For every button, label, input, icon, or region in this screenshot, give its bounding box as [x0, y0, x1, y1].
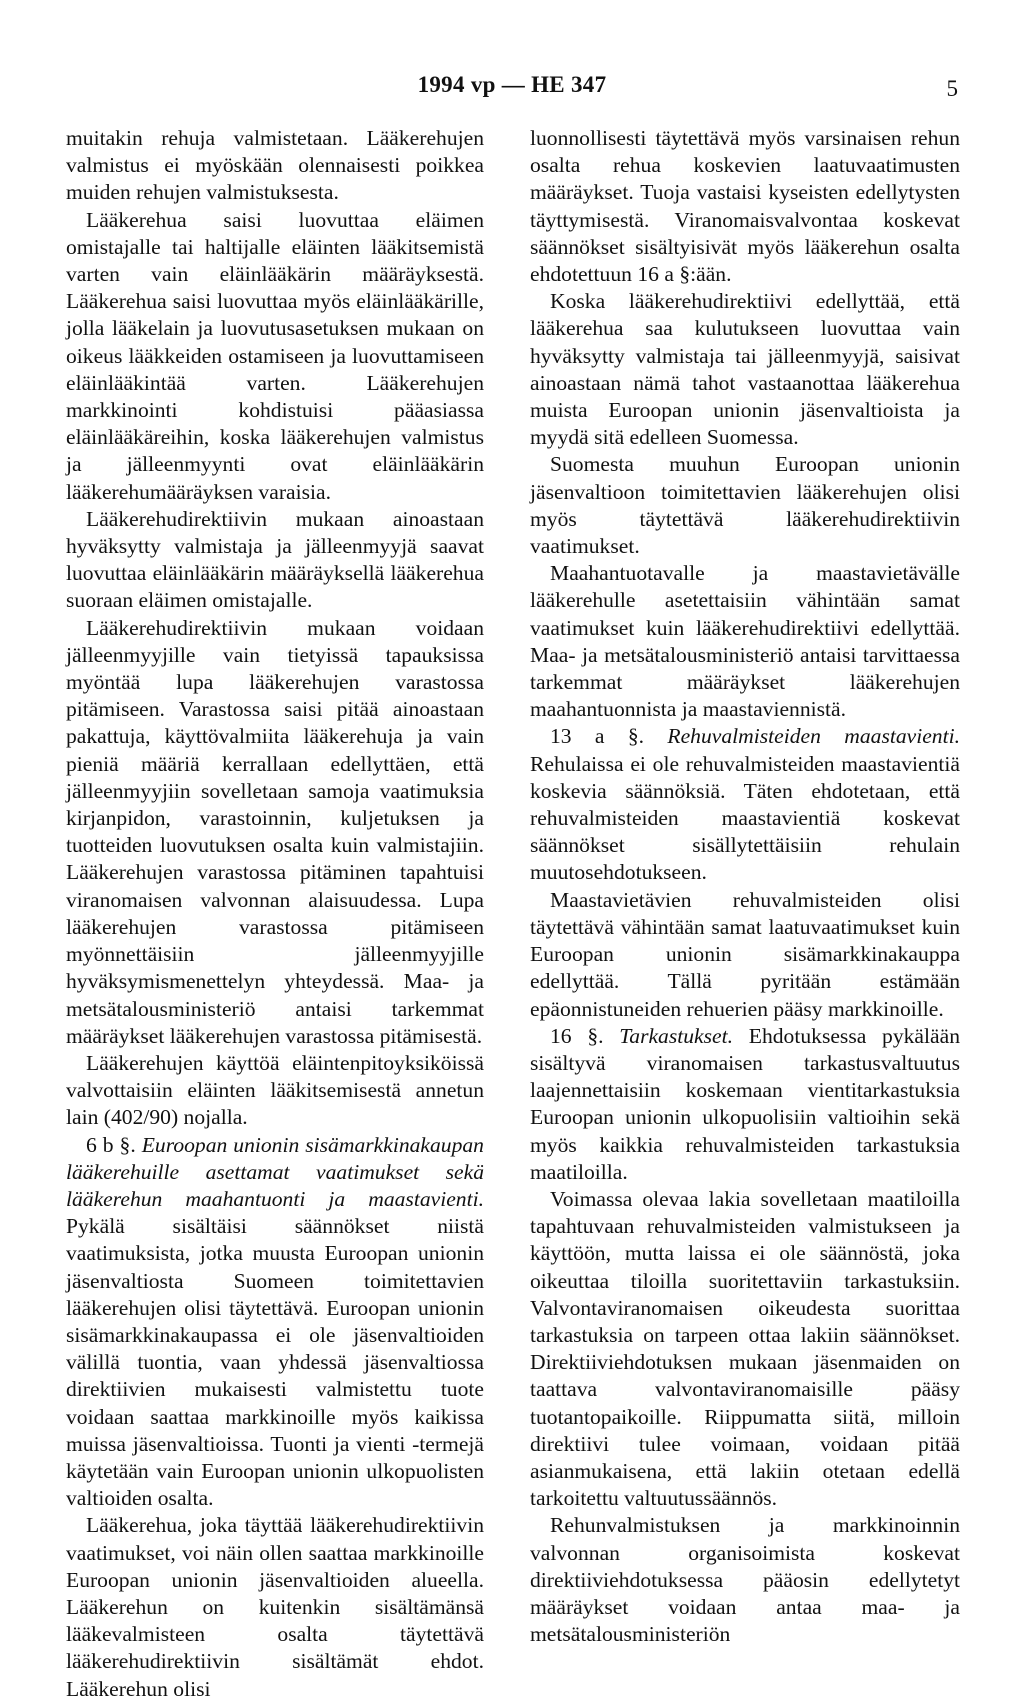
paragraph: Koska lääkerehudirektiivi edellyttää, että lääkerehua saa kulutukseen luovuttaa vain hyväksytty valmistaja tai jälleenmyyjä, saisivat ainoastaan nämä tahot vastaanottaa lääkerehua muista Euroopan unionin jäsenvaltioista ja myydä sitä edelleen Suomessa. — [530, 289, 960, 450]
paragraph: Lääkerehudirektiivin mukaan voidaan jälleenmyyjille vain tietyissä tapauksissa myöntää lupa lääkerehujen varastossa pitämiseen. Varastossa saisi pitää ainoastaan pakattuja, käyttövalmiita lääkerehuja ja vain pieniä määriä kerrallaan edellyttäen, että jälleenmyyjiin sovelletaan samoja vaatimuksia kirjanpidon, varastoinnin, kuljetuksen ja tuotteiden luovutuksen osalta kuin valmistajiin. Lääkerehujen varastossa pitäminen tapahtuisi viranomaisen valvonnan alaisuudessa. Lupa lääkerehujen varastossa pitämiseen myönnettäisiin jälleenmyyjille hyväksymismenettelyn yhteydessä. Maa- ja metsätalousministeriö antaisi tarkemmat määräykset lääkerehujen varastossa pitämisestä. — [66, 615, 484, 1048]
section-paragraph — [530, 1023, 960, 1186]
section-title: Rehuvalmisteiden maastavienti. — [667, 724, 961, 749]
paragraph: Voimassa olevaa lakia sovelletaan maatiloilla tapahtuvaan rehuvalmisteiden valmistukseen ja käyttöön, mutta laissa ei ole säännöstä, joka oikeuttaa tiloilla suoritettaviin tarkastuksiin. Valvontaviranomaisen oikeudesta suorittaa tarkastuksia on tarpeen ottaa lakiin säännökset. Direktiiviehdotuksen mukaan jäsenmaiden on taattava valvontaviranomaisille pääsy tuotantopaikoille. Riippumatta siitä, milloin direktiivi tulee voimaan, voidaan pitää asianmukaisena, että lakiin otetaan edellä tarkoitettu valtuutussäännös. — [530, 1186, 960, 1511]
section-number: 13 a §. — [550, 724, 645, 749]
paragraph: Maahantuotavalle ja maastavietävälle lääkerehulle asetettaisiin vähintään samat vaatimukset kuin lääkerehudirektiivi edellyttää. Maa- ja metsätalousministeriö antaisi tarvittaessa tarkemmat määräykset lääkerehujen maahantuonnista ja maastaviennistä. — [530, 561, 960, 722]
section-text: Ehdotuksessa pykälään sisältyvä viranomaisen tarkastusvaltuutus laajennettaisiin koskemaan vientitarkastuksia Euroopan unionin ulkopuolisiin valtioihin sekä myös kaikkia rehuvalmisteiden tarkastuksia maatiloilla. — [530, 1023, 960, 1184]
paragraph: muitakin rehuja valmistetaan. Lääkerehujen valmistus ei myöskään olennaisesti poikkea muiden rehujen valmistuksesta. — [66, 126, 484, 205]
paragraph: luonnollisesti täytettävä myös varsinaisen rehun osalta rehua koskevien laatuvaatimusten määräykset. Tuoja vastaisi kyseisten edellytysten täyttymisestä. Viranomaisvalvontaa koskevat säännökset sisältyisivät myös lääkerehun osalta ehdotettuun 16 a §:ään. — [530, 126, 960, 287]
paragraph: Rehunvalmistuksen ja markkinoinnin valvonnan organisoimista koskevat direktiiviehdotuksessa pääosin edellytetyt määräykset voidaan antaa maa- ja metsätalousministeriön — [530, 1513, 960, 1647]
paragraph: Lääkerehua, joka täyttää lääkerehudirektiivin vaatimukset, voi näin ollen saattaa markkinoille Euroopan unionin jäsenvaltioiden alueella. Lääkerehun on kuitenkin sisältämänsä lääkevalmisteen osalta täytettävä lääkerehudirektiivin sisältämät ehdot. Lääkerehun olisi — [66, 1513, 484, 1701]
paragraph: Lääkerehua saisi luovuttaa eläimen omistajalle tai haltijalle eläinten lääkitsemistä varten vain eläinlääkärin määräyksestä. Lääkerehua saisi luovuttaa myös eläinlääkärille, jolla lääkelain ja luovutusasetuksen mukaan on oikeus lääkkeiden ostamiseen ja luovuttamiseen eläinlääkintää varten. Lääkerehujen markkinointi kohdistuisi pääasiassa eläinlääkäreihin, koska lääkerehujen valmistus ja jälleenmyynti ovat eläinlääkärin lääkerehumääräyksen varaisia. — [66, 207, 484, 504]
right-text-column — [530, 125, 960, 1648]
section-text: Rehulaissa ei ole rehuvalmisteiden maastavientiä koskevia säännöksiä. Täten ehdotetaan, että rehuvalmisteiden maastavientiä koskevat säännökset sisällytettäisiin rehulain muutosehdotukseen. — [530, 751, 960, 885]
paragraph: Maastavietävien rehuvalmisteiden olisi täytettävä vähintään samat laatuvaatimukset kuin Euroopan unionin sisämarkkinakauppa edellyttää. Tällä pyritään estämään epäonnistuneiden rehuerien pääsy markkinoille. — [530, 887, 960, 1021]
section-number: 6 b §. — [86, 1132, 136, 1157]
page-header-title: 1994 vp — HE 347 — [417, 72, 607, 97]
paragraph: Lääkerehudirektiivin mukaan ainoastaan hyväksytty valmistaja ja jälleenmyyjä saavat luovuttaa eläinlääkärin määräyksellä lääkerehua suoraan eläimen omistajalle. — [66, 506, 484, 613]
page-number: 5 — [946, 76, 958, 101]
section-number: 16 §. — [550, 1023, 604, 1048]
section-title: Tarkastukset. — [619, 1023, 734, 1048]
section-paragraph — [530, 723, 960, 886]
section-paragraph — [66, 1132, 484, 1513]
paragraph: Lääkerehujen käyttöä eläintenpitoyksiköissä valvottaisiin eläinten lääkitsemisestä annetun lain (402/90) nojalla. — [66, 1050, 484, 1130]
section-text: Pykälä sisältäisi säännökset niistä vaatimuksista, jotka muusta Euroopan unionin jäsenvaltiosta Suomeen toimitettavien lääkerehujen olisi täytettävä. Euroopan unionin sisämarkkinakaupassa ei ole jäsenvaltioiden välillä tuontia, vaan yhdessä jäsenvaltiossa direktiivien mukaisesti valmistettu tuote voidaan saattaa markkinoille myös kaikissa muissa jäsenvaltioissa. Tuonti ja vienti -termejä käytetään vain Euroopan unionin ulkopuolisten valtioiden osalta. — [66, 1214, 484, 1511]
left-text-column — [66, 125, 484, 1703]
section-title: Euroopan unionin sisämarkkinakaupan lääkerehuille asettamat vaatimukset sekä lääkerehun maahantuonti ja maastavienti. — [66, 1132, 484, 1211]
paragraph: Suomesta muuhun Euroopan unionin jäsenvaltioon toimitettavien lääkerehujen olisi myös täytettävä lääkerehudirektiivin vaatimukset. — [530, 452, 960, 559]
